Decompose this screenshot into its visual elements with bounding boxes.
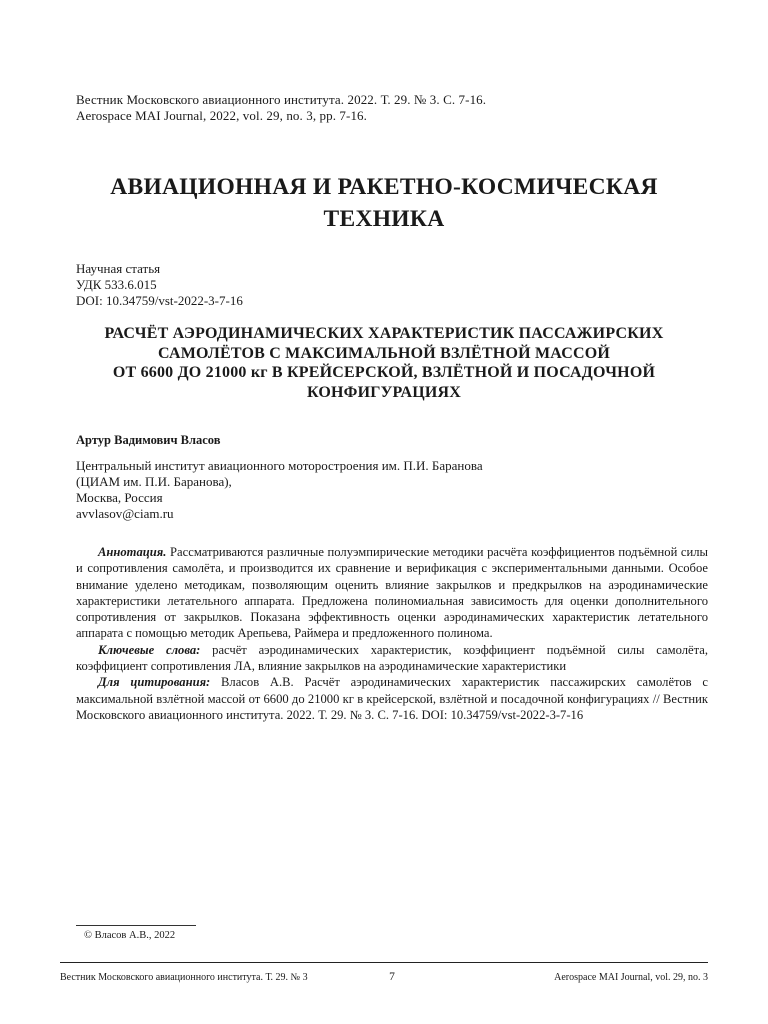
author-affiliation-short: (ЦИАМ им. П.И. Баранова), (76, 474, 232, 489)
copyright-footnote: © Власов А.В., 2022 (84, 930, 176, 941)
article-title-line: КОНФИГУРАЦИЯХ (306, 383, 462, 401)
article-type: Научная статья (76, 261, 161, 276)
footer-journal-ru: Вестник Московского авиационного института. Т. 29. № 3 (60, 972, 308, 983)
footer-journal-en: Aerospace MAI Journal, vol. 29, no. 3 (554, 972, 708, 983)
udk-code: УДК 533.6.015 (76, 277, 157, 292)
keywords-label: Ключевые слова: (98, 642, 201, 657)
citation-label: Для цитирования: (98, 675, 211, 690)
article-title-line: ОТ 6600 ДО 21000 кг В КРЕЙСЕРСКОЙ, ВЗЛЁТНОЙ И ПОСАДОЧНОЙ (112, 364, 656, 381)
author-affiliation: Центральный институт авиационного моторостроения им. П.И. Баранова (76, 458, 483, 473)
section-heading (60, 171, 708, 235)
article-doi: DOI: 10.34759/vst-2022-3-7-16 (76, 293, 243, 308)
abstract-label: Аннотация. (98, 545, 167, 559)
article-title (60, 324, 708, 402)
citation-paragraph (76, 674, 708, 723)
footnote-divider (76, 925, 196, 926)
author-name: Артур Вадимович Власов (76, 433, 221, 447)
abstract-block (76, 544, 708, 723)
keywords-paragraph (76, 642, 708, 675)
citation-text: Власов А.В. Расчёт аэродинамических характеристик пассажирских самолётов с максимальной взлётной массой от 6600 до 21000 кг в крейсерской, взлётной и посадочной конфигурациях // Вестник Московского авиационного института. 2022. Т. 29. № 3. С. 7-16. DOI: 10.34759/vst-2022-3-7-16 (76, 675, 708, 722)
journal-citation-en: Aerospace MAI Journal, 2022, vol. 29, no. 3, pp. 7-16. (76, 108, 367, 123)
section-heading-line: АВИАЦИОННАЯ И РАКЕТНО-КОСМИЧЕСКАЯ (110, 174, 658, 200)
author-city: Москва, Россия (76, 490, 163, 505)
footer-divider (60, 962, 708, 963)
abstract-text: Рассматриваются различные полуэмпирические методики расчёта коэффициентов подъёмной силы и сопротивления самолёта, и производится их сравнение и верификация с экспериментальными данными. Особое внимание уделено методикам, позволяющим оценить влияние закрылков и предкрылков на аэродинамические характеристики летательного аппарата. Предложена полиномиальная зависимость для оценки дополнительного сопротивления от закрылков. Показана эффективность оценки аэродинамических характеристик летательного аппарата с помощью методик Арепьева, Раймера и предложенного полинома. (76, 545, 708, 641)
keywords-text: расчёт аэродинамических характеристик, коэффициент подъёмной силы самолёта, коэффициент сопротивления ЛА, влияние закрылков на аэродинамические характеристики (76, 642, 708, 674)
author-email[interactable]: avvlasov@ciam.ru (76, 506, 174, 521)
section-heading-line: ТЕХНИКА (323, 206, 445, 232)
page-number: 7 (389, 971, 395, 983)
journal-citation-ru: Вестник Московского авиационного института. 2022. Т. 29. № 3. С. 7-16. (76, 92, 487, 107)
article-title-line: САМОЛЁТОВ С МАКСИМАЛЬНОЙ ВЗЛЁТНОЙ МАССОЙ (157, 344, 610, 362)
article-title-line: РАСЧЁТ АЭРОДИНАМИЧЕСКИХ ХАРАКТЕРИСТИК ПАССАЖИРСКИХ (104, 325, 664, 342)
abstract-paragraph (76, 544, 708, 642)
